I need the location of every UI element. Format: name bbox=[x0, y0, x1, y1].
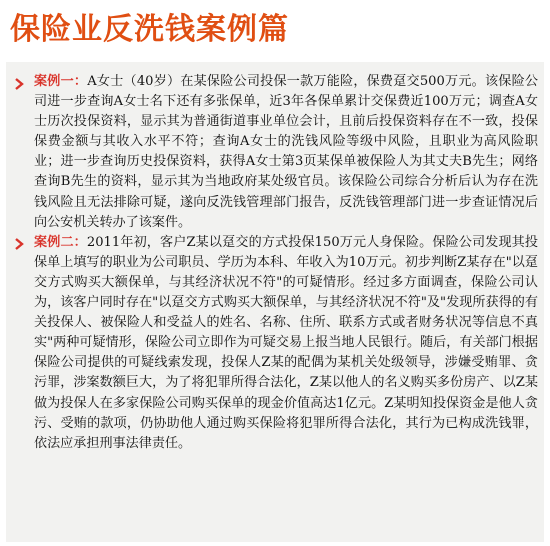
case-item-1 bbox=[6, 62, 544, 233]
case-2-label: 案例二： bbox=[34, 234, 87, 250]
case-item-2 bbox=[6, 233, 544, 454]
chevron-right-icon bbox=[12, 237, 26, 251]
case-1-label: 案例一： bbox=[34, 74, 88, 89]
page-title: 保险业反洗钱案例篇 bbox=[10, 12, 289, 47]
chevron-right-icon bbox=[12, 77, 26, 91]
content-card bbox=[6, 62, 544, 542]
case-2-text: 2011年初，客户Z某以趸交的方式投保150万元人身保险。保险公司发现其投保单上填写的职业为公司职员、学历为本科、年收入为10万元。初步判断Z某存在"以趸交方式购买大额保单，与其经济状况不符"的可疑情形。经过多方面调查，保险公司认为，该客户同时存在"以趸交方式购买大额保单，与其经济状况不符"及"发现所获得的有关投保人、被保险人和受益人的姓名、名称、住所、联系方式或者财务状况等信息不真实"两种可疑情形，保险公司立即作为可疑交易上报当地人民银行。随后，有关部门根据保险公司提供的可疑线索发现，投保人Z某的配偶为某机关处级领导，涉嫌受贿罪、贪污罪，涉案数额巨大，为了将犯罪所得合法化，Z某以他人的名义购买多份房产、以Z某做为投保人在多家保险公司购买保单的现金价值高达1亿元。Z某明知投保资金是他人贪污、受贿的款项，仍协助他人通过购买保险将犯罪所得合法化，其行为已构成洗钱罪，依法应承担刑事法律责任。 bbox=[34, 234, 538, 451]
case-1-text: A女士（40岁）在某保险公司投保一款万能险，保费趸交500万元。该保险公司进一步查询A女士名下还有多张保单，近3年各保单累计交保费近100万元；调查A女士历次投保资料，显示其为普通街道事业单位会计，且前后投保资料存在不一致，投保保费金额与其收入水平不符；查询A女士的洗钱风险等级中风险，且职业为高风险职业；进一步查询历史投保资料，获得A女士第3页某保单被保险人为其丈夫B先生；网络查询B先生的资料，显示其为当地政府某处级官员。该保险公司综合分析后认为存在洗钱风险且无法排除可疑，遂向反洗钱管理部门报告，反洗钱管理部门进一步查证情况后向公安机关转办了该案件。 bbox=[34, 74, 539, 230]
